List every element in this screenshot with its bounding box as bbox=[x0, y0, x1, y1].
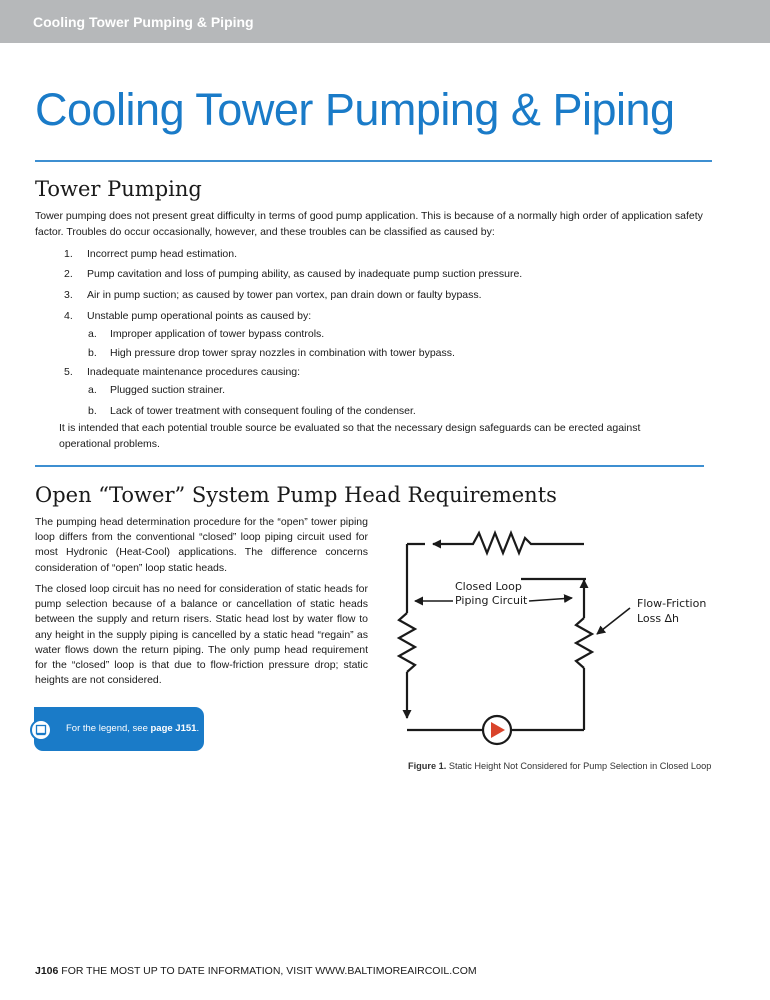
list-number: 5. bbox=[64, 366, 73, 378]
title-divider bbox=[35, 160, 712, 162]
label-piping-circuit: Piping Circuit bbox=[455, 594, 528, 607]
sub-list-text: High pressure drop tower spray nozzles in combination with tower bypass. bbox=[110, 347, 455, 359]
sub-list-letter: a. bbox=[88, 384, 97, 396]
page-number: J106 bbox=[35, 965, 59, 977]
sub-list-text: Lack of tower treatment with consequent fouling of the condenser. bbox=[110, 405, 416, 417]
sub-list-letter: b. bbox=[88, 347, 97, 359]
list-number: 3. bbox=[64, 289, 73, 301]
figure-caption bbox=[408, 761, 711, 771]
list-number: 4. bbox=[64, 310, 73, 322]
sub-list-text: Plugged suction strainer. bbox=[110, 384, 225, 396]
top-resistor-coil bbox=[462, 533, 540, 553]
sub-list-letter: a. bbox=[88, 328, 97, 340]
figure-number: Figure 1. bbox=[408, 761, 447, 771]
pump-symbol bbox=[483, 716, 511, 744]
page-title: Cooling Tower Pumping & Piping bbox=[35, 84, 675, 135]
sub-list-letter: b. bbox=[88, 405, 97, 417]
label-closed-loop: Closed Loop bbox=[455, 580, 522, 593]
footer-text: FOR THE MOST UP TO DATE INFORMATION, VISIT WWW.BALTIMOREAIRCOIL.COM bbox=[58, 965, 477, 977]
body-paragraph-1: The pumping head determination procedure for the “open” tower piping loop differs from the conventional “closed” loop piping circuit used for most Hydronic (Heat-Cool) applications. The difference concerns consideration of “open” loop static heads. bbox=[35, 516, 368, 574]
legend-callout[interactable] bbox=[34, 707, 204, 751]
label-flow-friction: Flow-Friction bbox=[637, 597, 707, 610]
legend-callout-text bbox=[66, 723, 199, 734]
list-text: Air in pump suction; as caused by tower pan vortex, pan drain down or faulty bypass. bbox=[87, 289, 482, 301]
legend-page-link[interactable]: page J151 bbox=[150, 723, 197, 734]
list-number: 1. bbox=[64, 248, 73, 260]
label-loss: Loss ∆h bbox=[637, 612, 679, 625]
sub-list-text: Improper application of tower bypass controls. bbox=[110, 328, 325, 340]
closing-paragraph: It is intended that each potential trouble source be evaluated so that the necessary design safeguards can be erected against operational problems. bbox=[59, 422, 641, 450]
running-header-title: Cooling Tower Pumping & Piping bbox=[33, 14, 254, 30]
loop-piping bbox=[399, 544, 592, 730]
figure-caption-text: Static Height Not Considered for Pump Selection in Closed Loop bbox=[446, 761, 712, 771]
section-heading-tower-pumping: Tower Pumping bbox=[35, 177, 202, 201]
running-header-bar bbox=[0, 0, 770, 43]
list-text: Incorrect pump head estimation. bbox=[87, 248, 237, 260]
list-text: Inadequate maintenance procedures causing: bbox=[87, 366, 301, 378]
page-footer bbox=[35, 965, 477, 977]
closed-loop-diagram bbox=[395, 528, 725, 753]
list-text: Unstable pump operational points as caused by: bbox=[87, 310, 312, 322]
legend-prefix: For the legend, see bbox=[66, 723, 151, 734]
list-text: Pump cavitation and loss of pumping ability, as caused by inadequate pump suction pressure. bbox=[87, 268, 523, 280]
list-number: 2. bbox=[64, 268, 73, 280]
book-icon bbox=[30, 719, 52, 741]
body-paragraph-2: The closed loop circuit has no need for consideration of static heads for pump selection because of a balance or cancellation of static heads between the supply and return risers. Static head lost by water flow to any height in the supply piping is cancelled by a static head “regain” as water flows down the return piping. The only pump head requirement for the “closed” loop is that due to flow-friction pressure drop; static heights are not considered. bbox=[35, 583, 368, 687]
legend-suffix: . bbox=[196, 723, 200, 734]
intro-paragraph: Tower pumping does not present great difficulty in terms of good pump application. This is because of a normally high order of application safety factor. Troubles do occur occasionally, however, and these troubles can be classified as caused by: bbox=[35, 210, 703, 238]
section-heading-open-tower: Open “Tower” System Pump Head Requirements bbox=[35, 483, 557, 507]
section-divider bbox=[35, 465, 704, 467]
